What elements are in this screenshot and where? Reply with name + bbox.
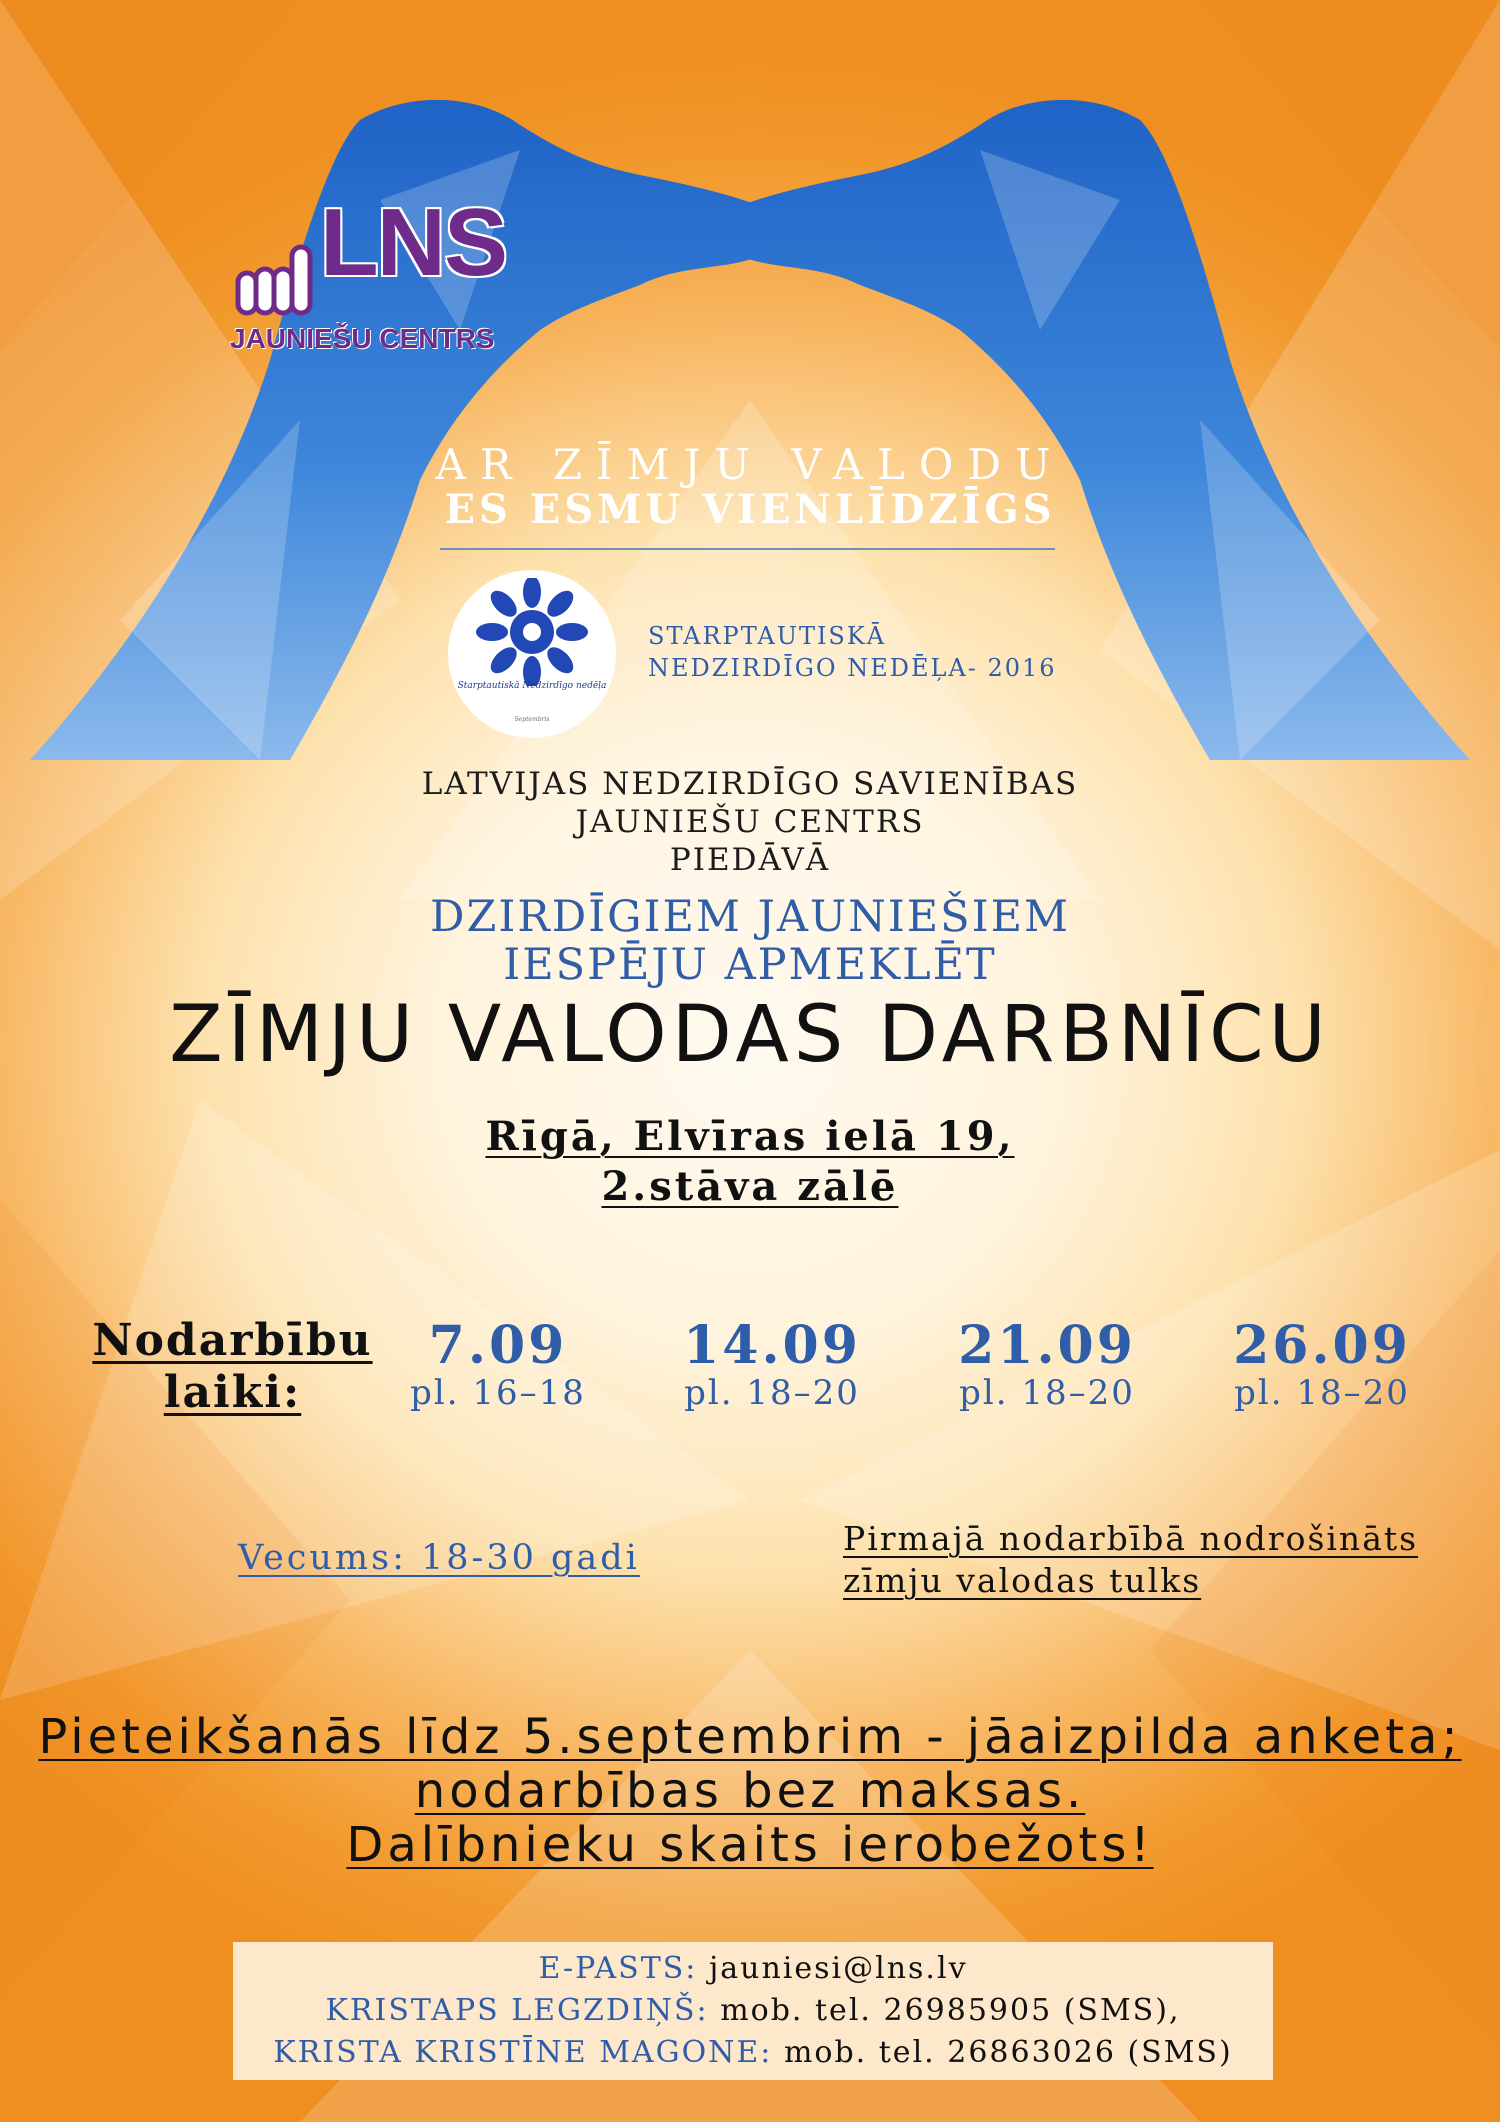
schedule-label-line-2: laiki:: [163, 1367, 302, 1418]
fist-hand-icon: [232, 243, 322, 323]
registration-line-2: nodarbības bez maksas.: [414, 1763, 1086, 1819]
hands-circle-icon: [466, 578, 598, 686]
contact-phone-2: [233, 2032, 1273, 2074]
logo-title: LNS: [320, 189, 506, 296]
organizer: [0, 765, 1500, 879]
age-range: Vecums: 18-30 gadi: [238, 1538, 640, 1578]
international-week: [648, 620, 1057, 684]
session-time: pl. 18–20: [1234, 1373, 1410, 1413]
address-line-2: 2.stāva zālē: [601, 1163, 899, 1210]
offer-line-1: DZIRDĪGIEM JAUNIEŠIEM: [430, 892, 1070, 942]
interpreter-line-1: Pirmajā nodarbībā nodrošināts: [843, 1519, 1419, 1558]
contact-label: E-PASTS:: [538, 1951, 698, 1986]
interpreter-note: [843, 1518, 1418, 1602]
session-time: pl. 18–20: [959, 1373, 1135, 1413]
session-3: [927, 1315, 1167, 1413]
main-title: ZĪMJU VALODAS DARBNĪCU: [169, 990, 1331, 1080]
session-date: 26.09: [1233, 1315, 1411, 1376]
interpreter-line-2: zīmju valodas tulks: [843, 1561, 1202, 1600]
lns-logo: [230, 189, 550, 354]
contact-phone-1: [233, 1990, 1273, 2032]
badge-text: Starptautiskā Nedzirdīgo nedēļa: [457, 681, 607, 691]
phone-number[interactable]: mob. tel. 26985905 (SMS),: [720, 1993, 1181, 2028]
organizer-line-1: LATVIJAS NEDZIRDĪGO SAVIENĪBAS: [421, 766, 1079, 802]
phone-number[interactable]: mob. tel. 26863026 (SMS): [783, 2035, 1233, 2070]
session-date: 14.09: [683, 1315, 861, 1376]
contact-label: KRISTAPS LEGZDIŅŠ:: [325, 1993, 709, 2028]
logo-subtitle: JAUNIEŠU CENTRS: [230, 323, 495, 354]
campaign-line-2: ES ESMU VIENLĪDZĪGS: [444, 486, 1056, 533]
title-divider: [440, 548, 1055, 550]
registration-line-1: Pieteikšanās līdz 5.septembrim - jāaizpilda anketa;: [38, 1709, 1462, 1765]
session-1: [378, 1315, 618, 1413]
session-time: pl. 16–18: [410, 1373, 586, 1413]
session-2: [652, 1315, 892, 1413]
registration-line-3: Dalībnieku skaits ierobežots!: [346, 1817, 1154, 1873]
international-week-line-1: STARPTAUTISKĀ: [648, 622, 887, 650]
registration-info: [0, 1710, 1500, 1872]
badge-month: Septembris: [514, 716, 550, 723]
campaign-line-1: AR ZĪMJU VALODU: [435, 440, 1065, 489]
deaf-week-badge: [448, 570, 616, 738]
session-4: [1202, 1315, 1442, 1413]
organizer-line-2: JAUNIEŠU CENTRS: [575, 804, 925, 840]
contact-label: KRISTA KRISTĪNE MAGONE:: [273, 2035, 773, 2070]
address: [0, 1112, 1500, 1212]
contact-email: [233, 1948, 1273, 1990]
schedule-label: [90, 1315, 375, 1419]
session-time: pl. 18–20: [684, 1373, 860, 1413]
organizer-line-3: PIEDĀVĀ: [669, 842, 831, 878]
email-link[interactable]: jauniesi@lns.lv: [708, 1951, 968, 1986]
schedule-label-line-1: Nodarbību: [92, 1315, 373, 1366]
international-week-line-2: NEDZIRDĪGO NEDĒĻA- 2016: [648, 654, 1057, 682]
session-date: 7.09: [428, 1315, 568, 1376]
session-date: 21.09: [958, 1315, 1136, 1376]
offer: [0, 893, 1500, 989]
contact-box: [233, 1942, 1273, 2080]
offer-line-2: IESPĒJU APMEKLĒT: [503, 940, 997, 990]
address-line-1: Rīgā, Elvīras ielā 19,: [485, 1113, 1015, 1160]
